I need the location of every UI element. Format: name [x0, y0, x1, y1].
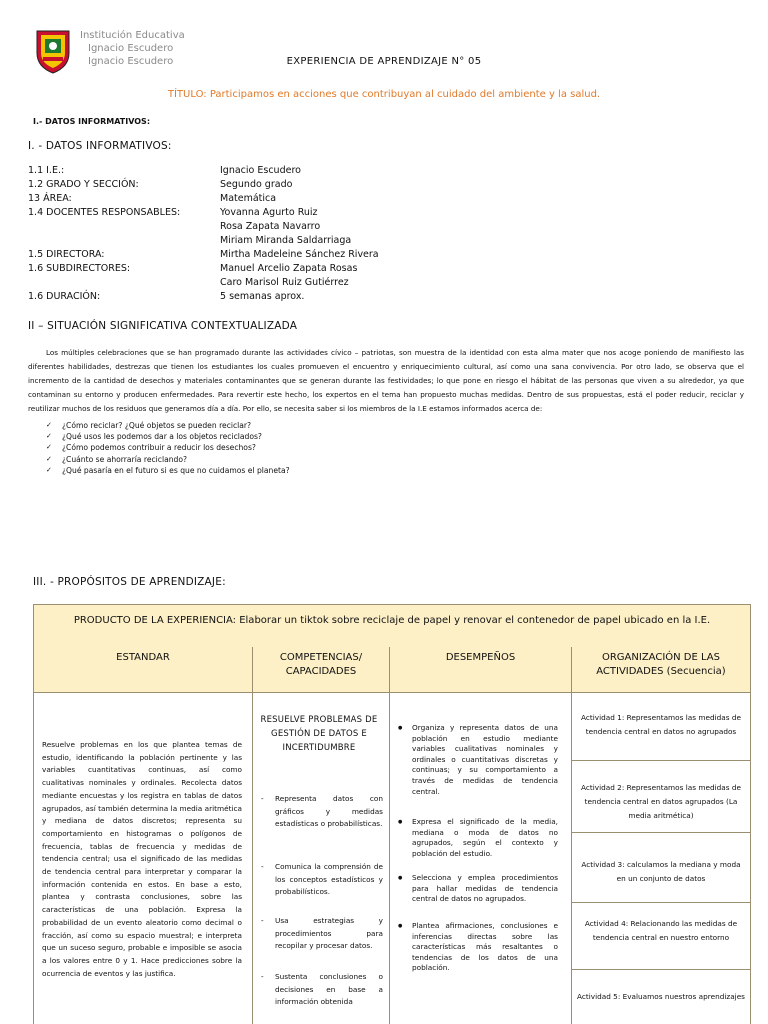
competency-title: RESUELVE PROBLEMAS DE GESTIÓN DE DATOS E INCERTIDUMBRE	[260, 715, 378, 753]
capacity-item: - Comunica la comprensión de los conceptos estadísticos y probabilísticos.	[257, 861, 383, 899]
info-value-duracion: 5 semanas aprox.	[220, 291, 305, 302]
row-divider	[572, 969, 750, 970]
row-divider	[572, 902, 750, 903]
section3-heading: III. - PROPÓSITOS DE APRENDIZAJE:	[33, 576, 226, 588]
list-item: ✓ ¿Cuánto se ahorraría reciclando?	[46, 454, 290, 465]
performance-item: ● Expresa el significado de la media, mediana o moda de datos no agrupados, según el contexto y población del estudio.	[398, 817, 558, 859]
info-key-duracion: 1.6 DURACIÓN:	[28, 291, 101, 302]
info-value-docente-1: Yovanna Agurto Ruiz	[220, 207, 318, 218]
performance-item: ● Organiza y representa datos de una población en estudio mediante variables cualitativas nominales y ordinales o cuantitativas discretas y continuas; y su comportamiento a través de medidas de tendencia central.	[398, 723, 558, 797]
info-value-docente-3: Miriam Miranda Saldarriaga	[220, 235, 352, 246]
activity-item: Actividad 2: Representamos las medidas de tendencia central en datos agrupados (La media aritmética)	[581, 783, 741, 820]
column-divider	[389, 647, 390, 1024]
row-divider	[572, 760, 750, 761]
standard-text: Resuelve problemas en los que plantea temas de estudio, identificando la población pertinente y las variables cuantitativas continuas, así como cualitativas nominales y ordinales. Recolecta datos mediante encuestas y los registra en tablas de datos agrupados, así también determina la media aritmética y mediana de datos discretos; representa su comportamiento en histogramas o polígonos de frecuencia, tablas de frecuencia y medidas de tendencia central; usa el significado de las medidas de tendencia central para interpretar y comparar la información contenida en estos. En base a esto, plantea y contrasta conclusiones, sobre las características de una población. Expresa la probabilidad de un evento aleatorio como decimal o fracción, así como su espacio muestral; e interpreta que un suceso seguro, probable e imposible se asocia a los valores entre 0 y 1. Hace predicciones sobre la ocurrencia de eventos y las justifica.	[42, 740, 242, 978]
performance-item: ● Plantea afirmaciones, conclusiones e inferencias directas sobre las características más resaltantes o tendencias de los datos de una población.	[398, 921, 558, 974]
school-logo	[33, 27, 73, 75]
info-value-area: Matemática	[220, 193, 277, 204]
column-header-desempenos: DESEMPEÑOS	[390, 647, 571, 693]
situation-paragraph: Los múltiples celebraciones que se han programado durante las actividades cívico – patriotas, son muestra de la identidad con esta alma mater que nos acoge poniendo de manifiesto las diferentes habilidades, destrezas que tienen los estudiantes los cuales promueven el encuentro y enriquecimiento cultural, así como una sana convivencia. Por otro lado, se observa que el incremento de la cantidad de desechos y materiales contaminantes que se generan durante las festividades; lo que pone en riesgo el hábitat de las personas que viven a su alrededor, ya que contaminan su entorno y producen enfermedades. Para revertir este hecho, los expertos en el tema han propuesto muchas medidas. Dentro de sus propuestas, está el poder reducir, reciclar y reutilizar muchos de los residuos que generamos día a día. Por ello, se necesita saber si los miembros de la I.E estamos informados acerca de:	[28, 348, 744, 413]
list-item: ✓ ¿Qué pasaría en el futuro si es que no cuidamos el planeta?	[46, 465, 290, 476]
capacity-item: - Representa datos con gráficos y medidas estadísticas o probabilísticas.	[257, 793, 383, 831]
info-key-directora: 1.5 DIRECTORA:	[28, 249, 105, 260]
info-key-area: 13 ÁREA:	[28, 193, 72, 204]
purposes-table	[33, 604, 751, 1024]
info-value-docente-2: Rosa Zapata Navarro	[220, 221, 321, 232]
info-key-docentes: 1.4 DOCENTES RESPONSABLES:	[28, 207, 181, 218]
activity-item: Actividad 4: Relacionando las medidas de tendencia central en nuestro entorno	[584, 919, 738, 942]
document-subtitle: TÍTULO: Participamos en acciones que contribuyan al cuidado del ambiente y la salud.	[167, 89, 601, 100]
performance-item: ● Selecciona y emplea procedimientos para hallar medidas de tendencia central de datos no agrupados.	[398, 873, 558, 905]
info-key-subdirectores: 1.6 SUBDIRECTORES:	[28, 263, 131, 274]
section1-heading: I. - DATOS INFORMATIVOS:	[28, 140, 172, 152]
info-value-directora: Mirtha Madeleine Sánchez Rivera	[220, 249, 379, 260]
list-item: ✓ ¿Cómo podemos contribuir a reducir los desechos?	[46, 442, 290, 453]
info-value-subdirector-2: Caro Marisol Ruiz Gutiérrez	[220, 277, 349, 288]
row-divider	[572, 832, 750, 833]
institution-line-2: Ignacio Escudero	[88, 43, 174, 54]
capacity-item: - Sustenta conclusiones o decisiones en base a información obtenida	[257, 971, 383, 1009]
column-divider	[571, 647, 572, 1024]
info-value-ie: Ignacio Escudero	[220, 165, 301, 176]
product-row: PRODUCTO DE LA EXPERIENCIA: Elaborar un tiktok sobre reciclaje de papel y renovar el contenedor de papel ubicado en la I.E.	[34, 605, 750, 648]
section2-heading: II – SITUACIÓN SIGNIFICATIVA CONTEXTUALIZADA	[28, 320, 298, 332]
list-item: ✓ ¿Cómo reciclar? ¿Qué objetos se pueden reciclar?	[46, 420, 290, 431]
document-title: EXPERIENCIA DE APRENDIZAJE N° 05	[286, 56, 482, 67]
info-key-grado: 1.2 GRADO Y SECCIÓN:	[28, 179, 139, 190]
column-header-estandar: ESTANDAR	[34, 647, 252, 693]
info-value-grado: Segundo grado	[220, 179, 293, 190]
section1-small-heading: I.- DATOS INFORMATIVOS:	[33, 117, 151, 126]
questions-list	[46, 420, 290, 476]
column-header-organizacion: ORGANIZACIÓN DE LAS ACTIVIDADES (Secuencia)	[572, 647, 750, 693]
institution-line-3: Ignacio Escudero	[88, 56, 174, 67]
info-key-ie: 1.1 I.E.:	[28, 165, 65, 176]
institution-line-1: Institución Educativa	[80, 30, 185, 41]
activity-item: Actividad 1: Representamos las medidas de tendencia central en datos no agrupados	[581, 713, 741, 736]
column-divider	[252, 647, 253, 1024]
list-item: ✓ ¿Qué usos les podemos dar a los objetos reciclados?	[46, 431, 290, 442]
activity-item: Actividad 5: Evaluamos nuestros aprendizajes	[577, 992, 745, 1001]
info-value-subdirector-1: Manuel Arcelio Zapata Rosas	[220, 263, 358, 274]
activity-item: Actividad 3: calculamos la mediana y moda en un conjunto de datos	[581, 860, 741, 883]
capacity-item: - Usa estrategias y procedimientos para recopilar y procesar datos.	[257, 915, 383, 953]
column-header-competencias: COMPETENCIAS/ CAPACIDADES	[253, 647, 389, 693]
